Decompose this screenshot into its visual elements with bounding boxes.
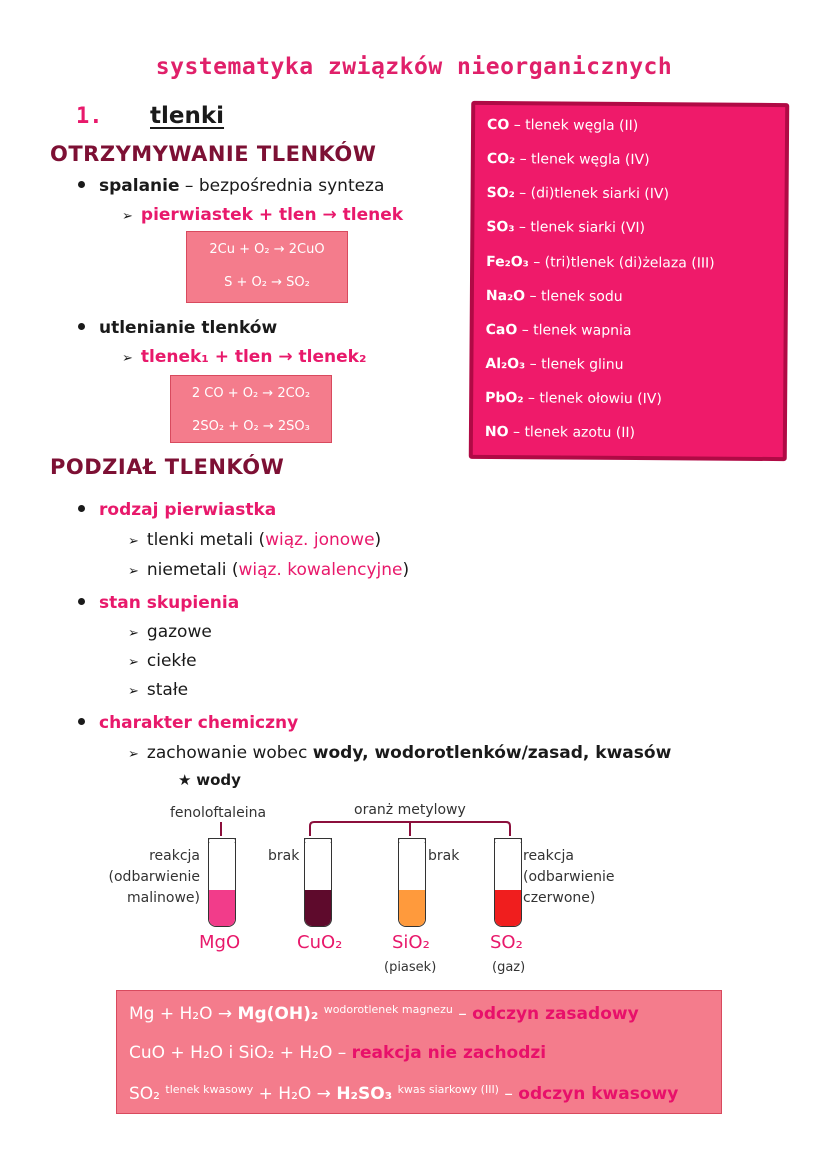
arrow-bullet-icon: ➢: [128, 564, 139, 579]
arrow-bullet-icon: ➢: [128, 534, 139, 549]
water-item: ★ wody: [178, 771, 241, 789]
tube-fill: [399, 890, 425, 926]
section-title: tlenki: [150, 103, 225, 129]
no-reaction-label: brak: [268, 848, 300, 864]
tube-label: SiO₂: [392, 932, 430, 953]
reaction-line-3: SO₂ $^{tlenek kwasowy}$ + H₂O → H₂SO₃ $^{kwas siarkowy (III)}$ – odczyn kwasowy: [129, 1083, 679, 1104]
no-reaction-label: brak: [428, 848, 460, 864]
element-type-bullet: rodzaj pierwiastka: [78, 500, 276, 520]
burning-bullet: spalanie – bezpośrednia synteza: [78, 176, 384, 196]
tube-sublabel: (gaz): [492, 960, 526, 975]
arrow-bullet-icon: ➢: [128, 655, 139, 670]
state-bullet: stan skupienia: [78, 593, 239, 613]
right-note: reakcja (odbarwienie czerwone): [523, 848, 615, 906]
division-heading: PODZIAŁ TLENKÓW: [50, 455, 285, 479]
tube-fill: [209, 890, 235, 926]
oxide-row: SO₂ – (di)tlenek siarki (IV): [486, 185, 670, 203]
test-tube-mgo: [208, 838, 236, 927]
oxide-row: PbO₂ – tlenek ołowiu (IV): [485, 389, 662, 408]
oxide-row: NO – tlenek azotu (II): [484, 423, 636, 442]
section-number: 1.: [76, 104, 103, 129]
water-reactions-box: [116, 990, 722, 1114]
tube-label: SO₂: [490, 932, 523, 953]
oxide-row: CO₂ – tlenek węgla (IV): [486, 151, 650, 169]
nonmetal-oxides-item: ➢ niemetali (wiąz. kowalencyjne): [128, 560, 410, 580]
tube-label: MgO: [199, 932, 241, 953]
reaction: 2Cu + O₂ → 2CuO: [209, 242, 325, 257]
reaction: S + O₂ → SO₂: [224, 275, 310, 290]
state-item: ➢ stałe: [128, 680, 189, 700]
chemical-bullet: charakter chemiczny: [78, 713, 298, 733]
page-title: systematyka związków nieorganicznych: [155, 54, 673, 80]
state-item: ➢ gazowe: [128, 622, 212, 642]
obtaining-heading: OTRZYMYWANIE TLENKÓW: [50, 142, 377, 166]
oxide-row: CO – tlenek węgla (II): [487, 117, 639, 135]
metal-oxides-item: ➢ tlenki metali (wiąz. jonowe): [128, 530, 382, 550]
state-item: ➢ ciekłe: [128, 651, 197, 671]
reaction: 2 CO + O₂ → 2CO₂: [191, 386, 311, 401]
reaction-line-1: Mg + H₂O → Mg(OH)₂ $^{wodorotlenek magnezu}$ – odczyn zasadowy: [129, 1003, 639, 1024]
left-note: reakcja (odbarwienie malinowe): [108, 848, 200, 906]
arrow-bullet-icon: ➢: [128, 684, 139, 699]
reaction: 2SO₂ + O₂ → 2SO₃: [192, 419, 310, 434]
oxidation-rule: ➢ tlenek₁ + tlen → tlenek₂: [122, 347, 367, 367]
oxide-row: Al₂O₃ – tlenek glinu: [485, 355, 624, 373]
tube-label: CuO₂: [297, 932, 343, 953]
arrow-bullet-icon: ➢: [122, 209, 133, 224]
test-tube-so2: [494, 838, 522, 927]
tube-fill: [495, 890, 521, 926]
tube-fill: [305, 890, 331, 926]
indicator-phenolphthalein: fenoloftaleina: [170, 805, 267, 821]
burning-rule: ➢ pierwiastek + tlen → tlenek: [122, 205, 404, 225]
indicator-methyl-orange: oranż metylowy: [354, 802, 466, 818]
test-tube-sio2: [398, 838, 426, 927]
oxide-row: Fe₂O₃ – (tri)tlenek (di)żelaza (III): [486, 254, 715, 272]
star-icon: ★: [178, 771, 192, 789]
oxide-row: CaO – tlenek wapnia: [485, 322, 632, 340]
reaction-line-2: CuO + H₂O i SiO₂ + H₂O – reakcja nie zachodzi: [129, 1043, 547, 1063]
arrow-bullet-icon: ➢: [122, 351, 133, 366]
behaviour-item: ➢ zachowanie wobec wody, wodorotlenków/zasad, kwasów: [128, 743, 672, 763]
test-tube-cuo2: [304, 838, 332, 927]
tube-sublabel: (piasek): [384, 960, 437, 975]
oxide-row: SO₃ – tlenek siarki (VI): [486, 219, 646, 237]
oxidation-bullet: utlenianie tlenków: [78, 318, 277, 338]
oxide-row: Na₂O – tlenek sodu: [485, 288, 623, 305]
arrow-bullet-icon: ➢: [128, 747, 139, 762]
arrow-bullet-icon: ➢: [128, 626, 139, 641]
